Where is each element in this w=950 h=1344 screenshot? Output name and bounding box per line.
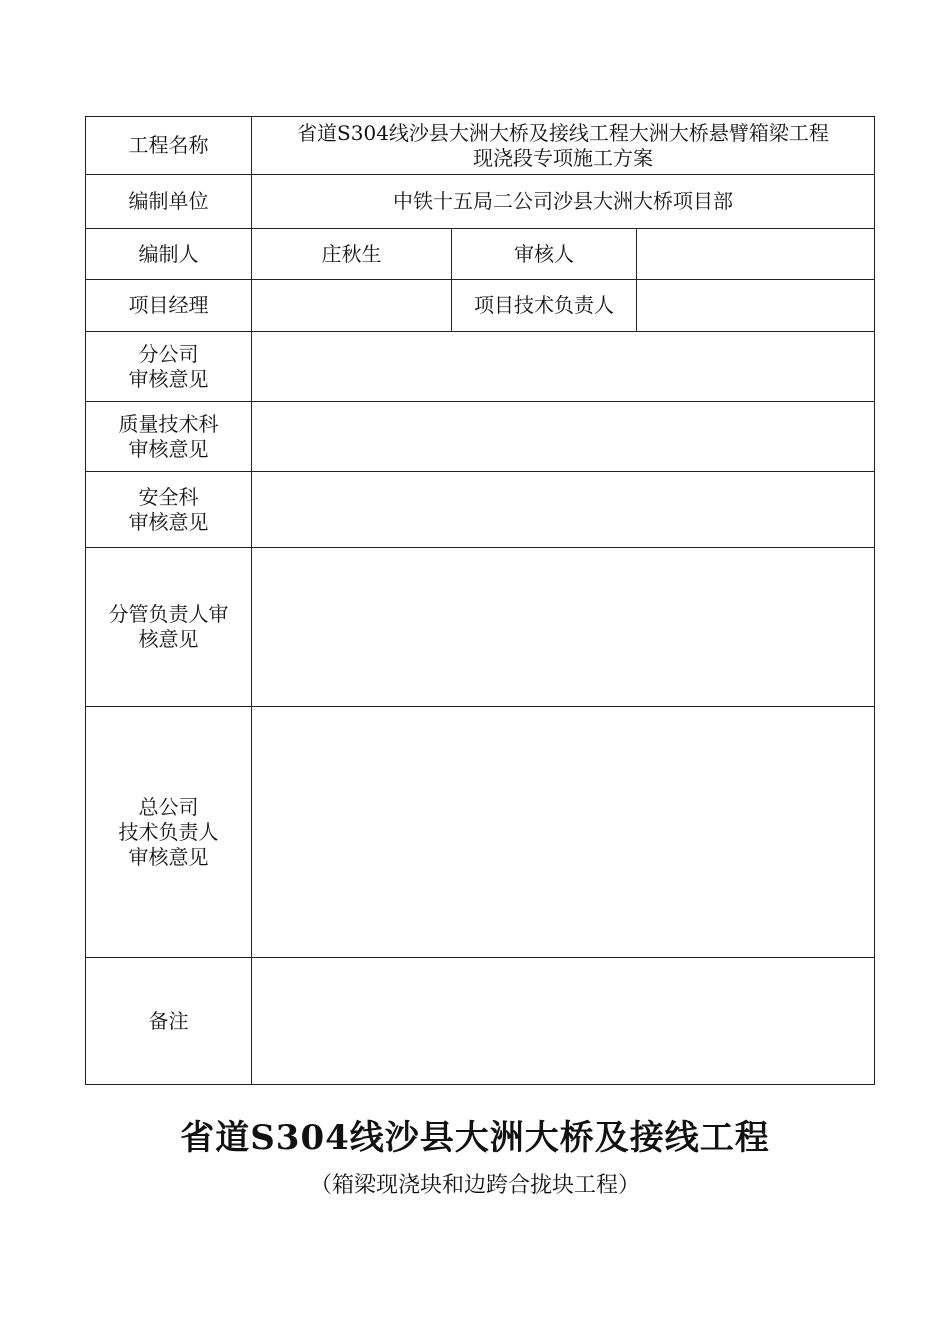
- row-compiling-unit: [86, 175, 875, 229]
- compiling-unit-label: 编制单位: [86, 175, 252, 229]
- tech-lead-label: 项目技术负责人: [452, 280, 637, 332]
- project-manager-label: 项目经理: [86, 280, 252, 332]
- quality-review-label: 质量技术科 审核意见: [86, 402, 252, 472]
- row-compiler: [86, 229, 875, 280]
- row-branch-review: [86, 332, 875, 402]
- row-quality-review: [86, 402, 875, 472]
- branch-review-value[interactable]: [252, 332, 875, 402]
- compiler-value: 庄秋生: [252, 229, 452, 280]
- project-name-value: 省道S304线沙县大洲大桥及接线工程大洲大桥悬臂箱梁工程 现浇段专项施工方案: [252, 117, 875, 175]
- hq-review-value[interactable]: [252, 707, 875, 958]
- project-manager-value[interactable]: [252, 280, 452, 332]
- row-supervisor-review: [86, 548, 875, 707]
- branch-review-label: 分公司 审核意见: [86, 332, 252, 402]
- reviewer-label: 审核人: [452, 229, 637, 280]
- row-safety-review: [86, 472, 875, 548]
- compiling-unit-value: 中铁十五局二公司沙县大洲大桥项目部: [252, 175, 875, 229]
- quality-review-value[interactable]: [252, 402, 875, 472]
- supervisor-review-label: 分管负责人审 核意见: [86, 548, 252, 707]
- supervisor-review-value[interactable]: [252, 548, 875, 707]
- safety-review-value[interactable]: [252, 472, 875, 548]
- remarks-label: 备注: [86, 958, 252, 1085]
- approval-form-table: [85, 116, 875, 1085]
- remarks-value[interactable]: [252, 958, 875, 1085]
- compiler-label: 编制人: [86, 229, 252, 280]
- row-project-manager: [86, 280, 875, 332]
- reviewer-value[interactable]: [637, 229, 875, 280]
- row-project-name: [86, 117, 875, 175]
- row-remarks: [86, 958, 875, 1085]
- project-name-label: 工程名称: [86, 117, 252, 175]
- document-subtitle: （箱梁现浇块和边跨合拢块工程）: [309, 1173, 640, 1198]
- safety-review-label: 安全科 审核意见: [86, 472, 252, 548]
- tech-lead-value[interactable]: [637, 280, 875, 332]
- hq-review-label: 总公司 技术负责人 审核意见: [86, 707, 252, 958]
- row-hq-review: [86, 707, 875, 958]
- document-title: 省道S304线沙县大洲大桥及接线工程: [180, 1118, 770, 1158]
